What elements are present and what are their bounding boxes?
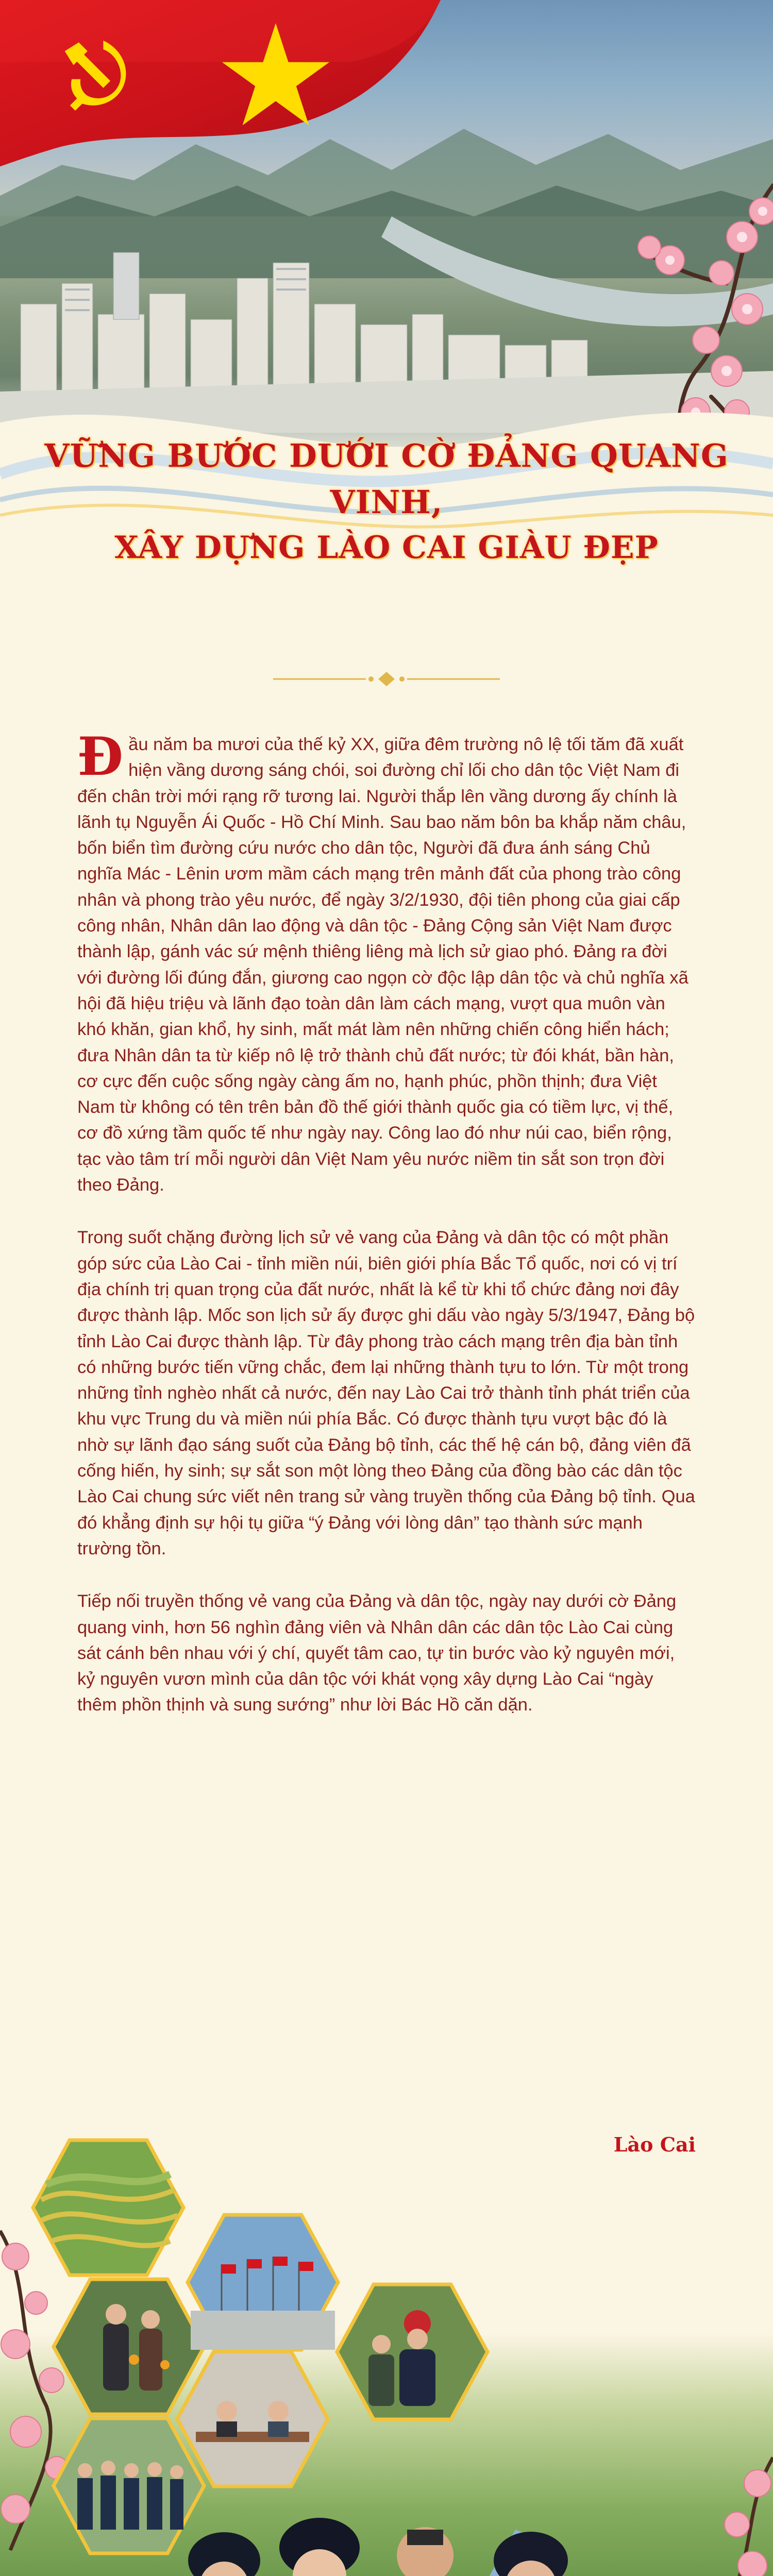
paragraph-2: Trong suốt chặng đường lịch sử vẻ vang của Đảng và dân tộc có một phần góp sức của Lào Cai - tỉnh miền núi, biên giới phía Bắc Tổ quốc, nơi có vị trí địa chính trị quan trọng của đất nước, nhất là kể từ khi tổ chức đảng nơi đây được thành lập. Mốc son lịch sử ấy được ghi dấu vào ngày 5/3/1947, Đảng bộ tỉnh Lào Cai được thành lập. Từ đây phong trào cách mạng trên địa bàn tỉnh có những bước tiến vững chắc, đem lại những thành tựu to lớn. Từ một trong những tỉnh nghèo nhất cả nước, đến nay Lào Cai trở thành tỉnh phát triển của khu vực Trung du và miền núi phía Bắc. Có được thành tựu vượt bậc đó là nhờ sự lãnh đạo sáng suốt của Đảng bộ tỉnh, các thế hệ cán bộ, đảng viên đã cống hiến, hy sinh; sự sắt son một lòng theo Đảng của đồng bào các dân tộc Lào Cai chung sức viết nên trang sử vàng truyền thống của Đảng bộ tỉnh. Qua đó khẳng định sự hội tụ giữa “ý Đảng với lòng dân” tạo thành sức mạnh trường tồn. — [77, 1228, 695, 1558]
photo-group-portrait — [155, 2499, 618, 2576]
photo-collage — [0, 2138, 773, 2576]
hammer-and-sickle-icon — [49, 28, 137, 116]
headline — [0, 433, 773, 570]
paragraph-1: Đầu năm ba mươi của thế kỷ XX, giữa đêm trường nô lệ tối tăm đã xuất hiện vầng dương sáng chói, soi đường chỉ lối cho dân tộc Việt Nam đi đến chân trời mới rạng rỡ tương lai. Người thắp lên vầng dương ấy chính là lãnh tụ Nguyễn Ái Quốc - Hồ Chí Minh. Sau bao năm bôn ba khắp năm châu, bốn biển tìm đường cứu nước cho dân tộc, Người đã đưa ánh sáng Chủ nghĩa Mác - Lênin ươm mầm cách mạng trên mảnh đất của phong trào công nhân và phong trào yêu nước, để ngày 3/2/1930, đội tiên phong của giai cấp công nhân, Nhân dân lao động và dân tộc - Đảng Cộng sản Việt Nam được thành lập, gánh vác sứ mệnh thiêng liêng mà lịch sử giao phó. Đảng ra đời với đường lối đúng đắn, giương cao ngọn cờ độc lập dân tộc và chủ nghĩa xã hội đã hiệu triệu và lãnh đạo toàn dân làm cách mạng, vượt qua muôn vàn khó khăn, gian khổ, hy sinh, mất mát làm nên những chiến công hiển hách; đưa Nhân dân ta từ kiếp nô lệ trở thành chủ đất nước; từ đói khát, bần hàn, cơ cực đến cuộc sống ngày càng ấm no, hạnh phúc, phồn thịnh; đưa Việt Nam từ không có tên trên bản đồ thế giới thành quốc gia có tiềm lực, vị thế, cơ đồ xứng tầm quốc tế như ngày nay. Công lao đó như núi cao, biển rộng, tạc vào tâm trí mỗi người dân Việt Nam yêu nước niềm tin sắt son trọn đời theo Đảng. — [77, 726, 688, 1195]
paragraph-3: Tiếp nối truyền thống vẻ vang của Đảng và dân tộc, ngày nay dưới cờ Đảng quang vinh, hơn 56 nghìn đảng viên và Nhân dân các dân tộc Lào Cai cùng sát cánh bên nhau với ý chí, quyết tâm cao, tự tin bước vào kỷ nguyên mới, kỷ nguyên vươn mình của dân tộc với khát vọng xây dựng Lào Cai “ngày thêm phồn thịnh và sung sướng” như lời Bác Hồ căn dặn. — [77, 1591, 677, 1715]
headline-line-2: XÂY DỰNG LÀO CAI GIÀU ĐẸP — [114, 530, 659, 566]
headline-line-1: VỮNG BƯỚC DƯỚI CỜ ĐẢNG QUANG VINH, — [44, 437, 729, 521]
ornament-divider — [273, 670, 500, 688]
photo-flag-square — [186, 2213, 340, 2352]
star-icon — [222, 23, 330, 126]
article-body — [77, 726, 696, 1745]
photo-terraced-fields — [31, 2138, 186, 2277]
photo-ethnic-women — [335, 2282, 490, 2421]
peach-blossom-icon — [644, 2447, 773, 2576]
hero-banner — [0, 0, 773, 696]
signature: Lào Cai — [613, 2133, 696, 2156]
